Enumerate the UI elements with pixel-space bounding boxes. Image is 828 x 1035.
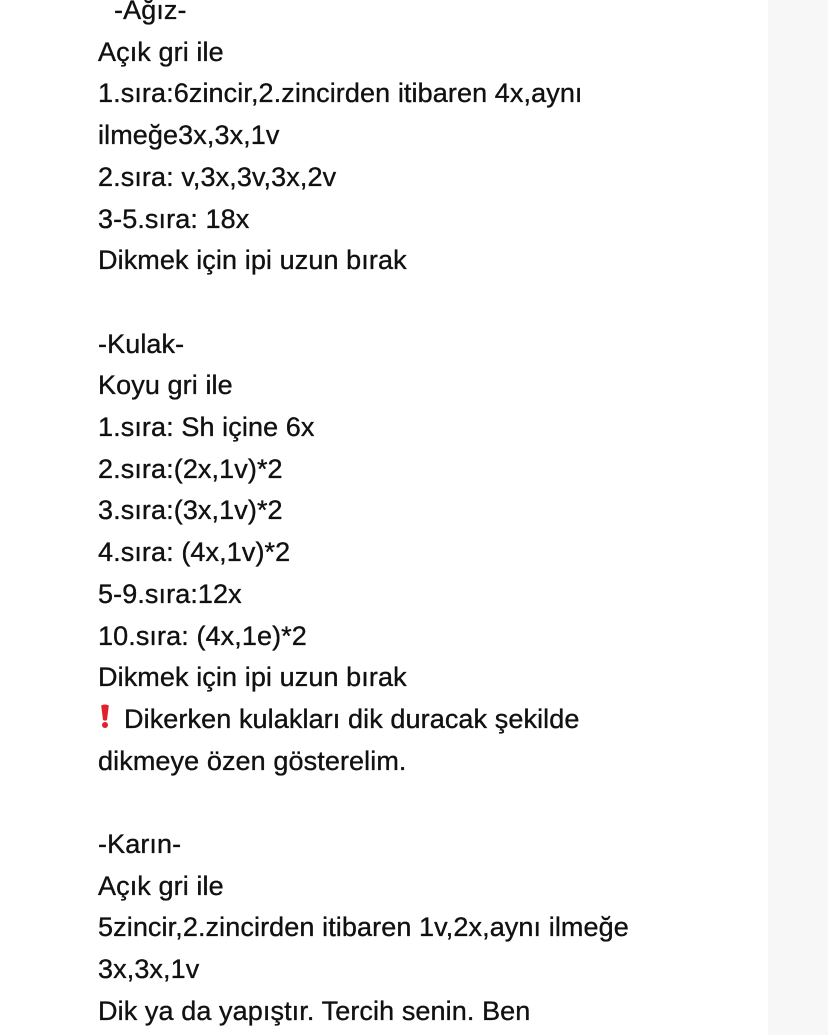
text-line: 3-5.sıra: 18x <box>98 203 250 234</box>
warning-line <box>98 699 778 741</box>
text-line: 4.sıra: (4x,1v)*2 <box>98 537 291 568</box>
text-line: Açık gri ile <box>98 870 224 901</box>
spacer <box>98 782 778 824</box>
text-line: 3.sıra:(3x,1v)*2 <box>98 495 283 526</box>
warning-text-continued: dikmeye özen gösterelim. <box>98 745 407 776</box>
warning-text: Dikerken kulakları dik duracak şekilde <box>124 703 580 734</box>
text-line: Dik ya da yapıştır. Tercih senin. Ben <box>98 995 531 1026</box>
text-line: Dikmek için ipi uzun bırak <box>98 662 407 693</box>
text-line: 10.sıra: (4x,1e)*2 <box>98 620 307 651</box>
text-line: Koyu gri ile <box>98 370 233 401</box>
section-title-kulak: -Kulak- <box>98 328 185 359</box>
text-line: 5zincir,2.zincirden itibaren 1v,2x,aynı ilmeğe <box>98 912 629 943</box>
section-title-karin: -Karın- <box>98 829 182 860</box>
spacer <box>98 282 778 324</box>
text-line: Dikmek için ipi uzun bırak <box>98 245 407 276</box>
text-line: 1.sıra:6zincir,2.zincirden itibaren 4x,aynı <box>98 78 583 109</box>
section-kulak <box>98 324 778 783</box>
text-line: 1.sıra: Sh içine 6x <box>98 412 315 443</box>
text-line: 2.sıra: v,3x,3v,3x,2v <box>98 161 337 192</box>
pattern-notes <box>98 0 778 1033</box>
exclamation-icon <box>98 702 124 728</box>
section-title-agiz: -Ağız- <box>114 0 187 25</box>
section-agiz <box>98 0 778 282</box>
text-line: 2.sıra:(2x,1v)*2 <box>98 453 283 484</box>
text-line: 5-9.sıra:12x <box>98 578 242 609</box>
text-line: 3x,3x,1v <box>98 954 200 985</box>
text-line: Açık gri ile <box>98 36 224 67</box>
text-line: ilmeğe3x,3x,1v <box>98 120 280 151</box>
section-karin <box>98 824 778 1033</box>
